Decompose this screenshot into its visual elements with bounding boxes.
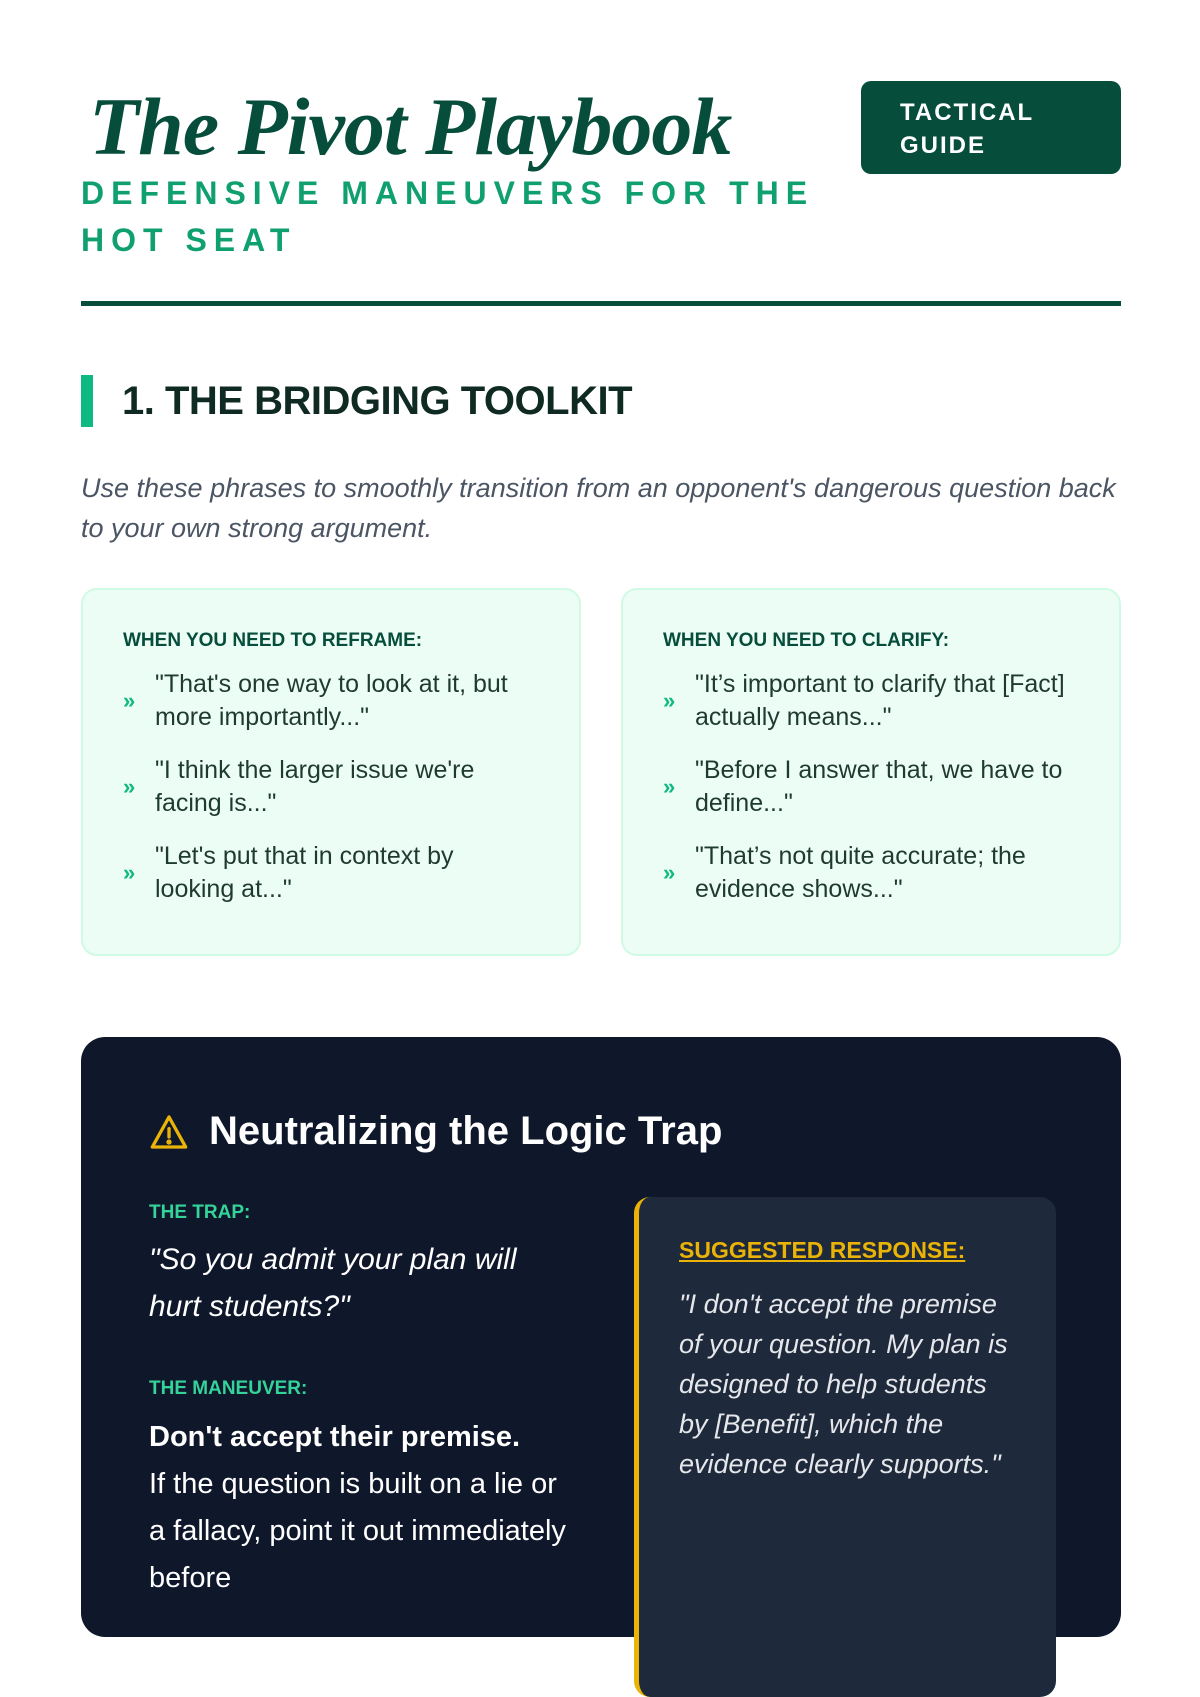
logic-trap-heading (149, 1109, 722, 1154)
list-item (123, 668, 539, 734)
clarify-card (621, 588, 1121, 956)
response-quote: "I don't accept the premise of your question. My plan is designed to help students by [Benefit], which the evidence clearly supports." (679, 1289, 1008, 1479)
phrase: "That's one way to look at it, but more importantly..." (155, 670, 508, 731)
list-item (663, 754, 1079, 820)
chevron-double-right-icon: » (663, 688, 676, 713)
phrase: "Before I answer that, we have to define..." (695, 756, 1063, 817)
suggested-response-box (634, 1197, 1056, 1697)
phrase: "That’s not quite accurate; the evidence shows..." (695, 842, 1026, 903)
trap-label: THE TRAP: (149, 1202, 251, 1223)
section-title: 1. THE BRIDGING TOOLKIT (122, 378, 633, 423)
list-item (663, 668, 1079, 734)
maneuver-label: THE MANEUVER: (149, 1378, 308, 1399)
phrase: "I think the larger issue we're facing is..." (155, 756, 475, 817)
card-heading: WHEN YOU NEED TO CLARIFY: (663, 630, 950, 651)
header (81, 0, 1121, 306)
warning-triangle-icon (149, 1112, 189, 1152)
chevron-double-right-icon: » (123, 774, 136, 799)
maneuver-body: If the question is built on a lie or a fallacy, point it out immediately before (149, 1468, 566, 1594)
chevron-double-right-icon: » (663, 774, 676, 799)
logic-trap-panel (81, 1037, 1121, 1637)
list-item (123, 840, 539, 906)
phrase: "Let's put that in context by looking at..." (155, 842, 454, 903)
list-item (123, 754, 539, 820)
maneuver-bold: Don't accept their premise. (149, 1421, 521, 1453)
phrase: "It’s important to clarify that [Fact] actually means..." (695, 670, 1065, 731)
page (81, 0, 1121, 1594)
tactical-guide-badge: TACTICAL GUIDE (861, 81, 1121, 174)
logic-trap-title: Neutralizing the Logic Trap (209, 1109, 723, 1153)
list-item (663, 840, 1079, 906)
section-intro: Use these phrases to smoothly transition from an opponent's dangerous question back to your own strong argument. (81, 473, 1116, 543)
chevron-double-right-icon: » (663, 860, 676, 885)
section-heading (81, 375, 632, 427)
chevron-double-right-icon: » (123, 860, 136, 885)
reframe-card (81, 588, 581, 956)
response-label: SUGGESTED RESPONSE: (679, 1237, 966, 1263)
page-subtitle: DEFENSIVE MANEUVERS FOR THE HOT SEAT (81, 175, 815, 258)
trap-column (149, 1202, 569, 1602)
card-heading: WHEN YOU NEED TO REFRAME: (123, 630, 423, 651)
section-accent-bar (81, 375, 93, 427)
chevron-double-right-icon: » (123, 688, 136, 713)
page-title: The Pivot Playbook (89, 81, 732, 172)
maneuver-text (149, 1414, 569, 1602)
trap-quote: "So you admit your plan will hurt students?" (149, 1243, 517, 1323)
bridging-cards (81, 588, 1121, 956)
